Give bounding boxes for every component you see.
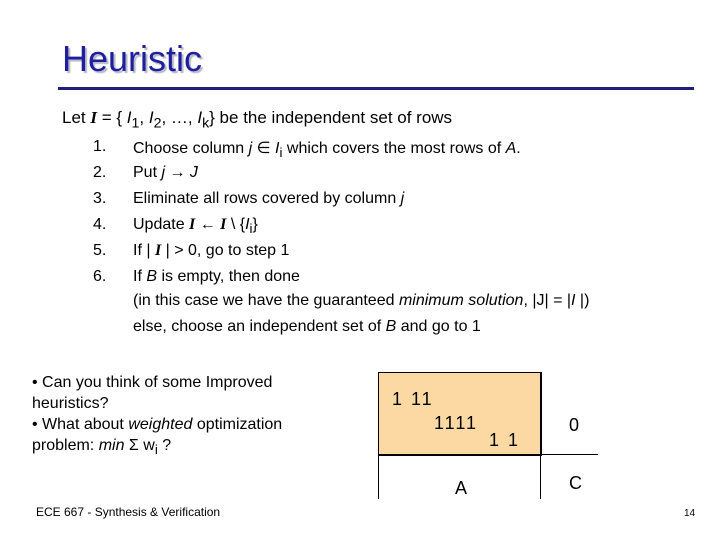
step-part: → [165,164,190,181]
step-part: j [400,190,405,207]
question-1: • Can you think of some Improved heuristics? [32,374,273,412]
step-part: I [245,216,250,233]
step-part: which covers the most rows of [282,140,506,157]
set-symbol: I [90,108,97,127]
step-number: 5. [93,242,107,259]
question-2 [32,414,332,460]
step-part: If | [133,242,155,259]
step-part: Choose column [133,140,249,157]
intro-line [62,108,452,131]
question-part: Σ w [124,437,155,454]
step-number: 2. [93,164,107,181]
question-part: ? [157,437,172,454]
intro-text: } be the independent set of rows [209,108,453,127]
intro-text: = { [96,108,127,127]
matrix-left-border [378,372,379,499]
step-part: . [516,140,521,157]
question-part: min [98,437,125,454]
step-text [133,164,198,182]
cont-part: B [385,318,397,335]
step-part: } [252,216,258,233]
subscript: 1 [131,115,140,132]
step-part: Update [133,216,190,233]
step-part: I [275,140,280,157]
set-symbol: I [189,216,196,233]
step-number: 6. [93,268,107,285]
set-element: I [148,108,154,127]
title-divider [58,87,694,90]
cont-part: (in this case we have the guaranteed [133,292,399,309]
intro-text: , …, [161,108,198,127]
question-part: weighted [128,416,193,433]
step-number: 3. [93,190,107,207]
step-part: | > 0, go to step 1 [161,242,290,259]
subscript: 2 [153,115,162,132]
matrix-label-c: C [569,473,584,493]
set-symbol: I [220,216,227,233]
step-part: ∈ [252,140,276,157]
cont-part: minimum solution [398,292,524,309]
set-element: I [126,108,132,127]
subscript: i [249,221,253,237]
page-number: 14 [684,508,696,519]
question-part: optimization problem: [32,416,283,454]
subscript: k [202,115,210,132]
cont-part: else, choose an independent set of [133,318,386,335]
intro-text: , [139,108,149,127]
step-continuation [133,318,481,336]
step-part: ← [195,216,221,233]
step-text [133,216,258,236]
step-part: If [133,268,147,285]
matrix-zero-block: 0 [569,415,582,435]
subscript: i [154,442,158,458]
matrix-row-1: 1 11 [392,389,434,409]
matrix-row-divider [378,454,598,455]
step-part: j [248,140,253,157]
step-continuation [133,292,589,310]
step-part: is empty, then done [157,268,300,285]
matrix-row-2: 1111 [434,413,479,433]
matrix-column-divider [540,372,541,499]
page-title: Heuristic [62,38,203,79]
set-symbol: I [154,242,162,259]
matrix-label-a: A [455,478,470,498]
step-number: 4. [93,216,107,233]
step-text [133,242,289,260]
cont-part: |) [575,292,590,309]
step-text [133,268,300,286]
matrix-row-3: 1 1 [489,430,521,450]
footer-text: ECE 667 - Synthesis & Verification [36,505,221,519]
step-part: Eliminate all rows covered by column [133,190,401,207]
step-part: Put [133,164,162,181]
step-part: J [189,164,198,181]
step-part: \ { [226,216,246,233]
question-part: • What about [32,416,129,433]
cont-part: I [571,292,576,309]
step-text [133,190,404,208]
step-part: j [161,164,166,181]
questions-box [32,372,332,460]
cont-part: and go to 1 [396,318,481,335]
step-part: A [505,140,517,157]
step-text [133,138,521,160]
set-element: I [197,108,203,127]
cont-part: , |J| = | [523,292,572,309]
subscript: i [279,145,283,161]
intro-text: Let [62,108,91,127]
step-part: B [146,268,158,285]
step-number: 1. [93,138,107,155]
